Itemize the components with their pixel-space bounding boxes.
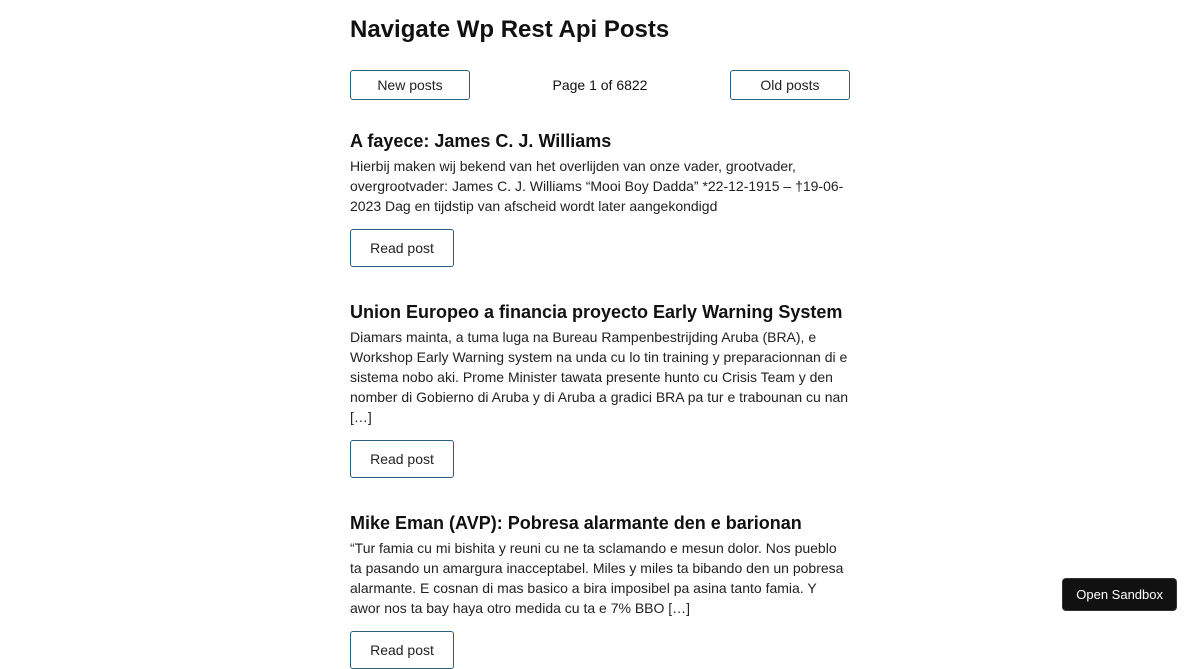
post-item — [350, 301, 850, 478]
read-post-button[interactable]: Read post — [350, 229, 454, 267]
post-excerpt: “Tur famia cu mi bishita y reuni cu ne ta sclamando e mesun dolor. Nos pueblo ta pasando un amargura inacceptabel. Miles y miles ta bibando den un pobresa alarmante. E cosnan di mas basico a bira imposibel pa asina tanto famia. Y awor nos ta bay haya otro medida cu ta e 7% BBO […] — [350, 540, 844, 616]
post-title: A fayece: James C. J. Williams — [350, 131, 612, 151]
pagination — [350, 70, 850, 100]
post-title: Union Europeo a financia proyecto Early Warning System — [350, 302, 843, 322]
post-excerpt: Hierbij maken wij bekend van het overlijden van onze vader, grootvader, overgrootvader: James C. J. Williams “Mooi Boy Dadda” *22-12-1915 – †19-06-2023 Dag en tijdstip van afscheid wordt later aangekondigd — [350, 158, 844, 214]
page-status: Page 1 of 6822 — [552, 77, 648, 93]
main-content — [350, 0, 850, 669]
post-item — [350, 512, 850, 669]
read-post-button[interactable]: Read post — [350, 440, 454, 478]
post-item — [350, 130, 850, 267]
new-posts-button[interactable]: New posts — [350, 70, 470, 100]
old-posts-button[interactable]: Old posts — [730, 70, 850, 100]
page-title: Navigate Wp Rest Api Posts — [350, 16, 670, 43]
read-post-button[interactable]: Read post — [350, 631, 454, 669]
open-sandbox-button[interactable]: Open Sandbox — [1062, 578, 1177, 611]
post-title: Mike Eman (AVP): Pobresa alarmante den e barionan — [350, 513, 802, 533]
post-excerpt: Diamars mainta, a tuma luga na Bureau Rampenbestrijding Aruba (BRA), e Workshop Early Warning system na unda cu lo tin training y preparacionnan di e sistema nobo aki. Prome Minister tawata presente hunto cu Crisis Team y den nomber di Gobierno di Aruba y di Aruba a gradici BRA pa tur e trabounan cu nan […] — [350, 329, 849, 425]
